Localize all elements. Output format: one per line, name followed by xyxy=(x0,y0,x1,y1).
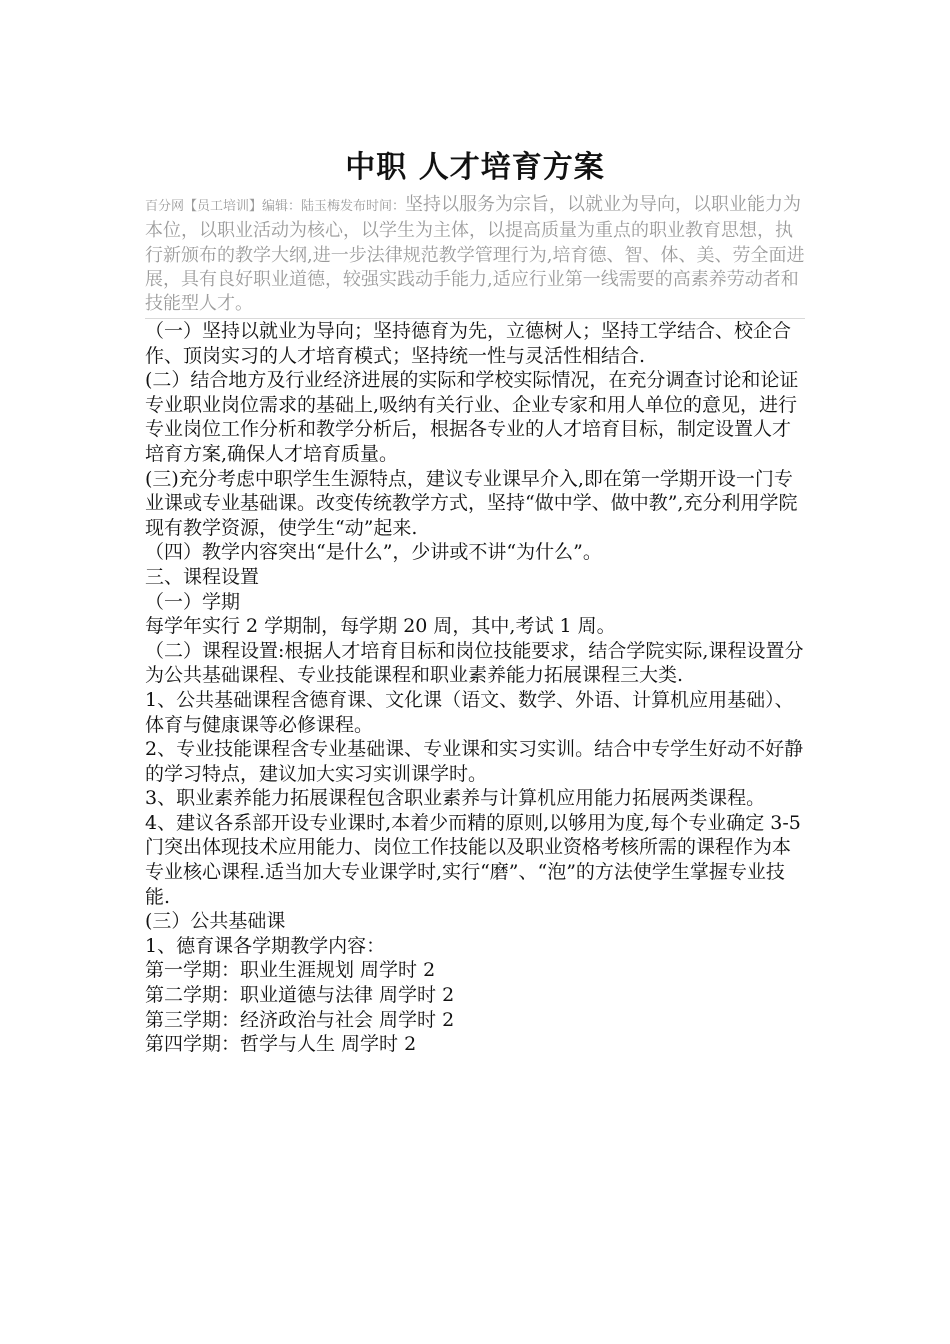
paragraph: （一）坚持以就业为导向；坚持德育为先，立德树人；坚持工学结合、校企合作、顶岗实习的人才培育模式；坚持统一性与灵活性相结合. xyxy=(145,320,792,367)
paragraph: 3、职业素养能力拓展课程包含职业素养与计算机应用能力拓展两类课程。 xyxy=(145,787,766,810)
document-body xyxy=(145,319,805,1057)
paragraph: (二）结合地方及行业经济进展的实际和学校实际情况，在充分调查讨论和论证专业职业岗位需求的基础上,吸纳有关行业、企业专家和用人单位的意见，进行专业岗位工作分析和教学分析后，根据各专业的人才培育目标，制定设置人才培育方案,确保人才培育质量。 xyxy=(145,369,799,465)
paragraph: 体育与健康课等必修课程。 xyxy=(145,713,374,736)
section-heading: 三、课程设置 xyxy=(145,565,260,588)
intro-block xyxy=(145,193,810,316)
paragraph: 1、公共基础课程含德育课、文化课（语文、数学、外语、计算机应用基础）、 xyxy=(145,688,794,711)
subsection-heading: (三）公共基础课 xyxy=(145,910,286,933)
paragraph: （四）教学内容突出“是什么”，少讲或不讲“为什么”。 xyxy=(145,541,602,564)
schedule-line: 第四学期：哲学与人生 周学时 2 xyxy=(145,1033,417,1056)
intro-text: 坚持以服务为宗旨，以就业为导向，以职业能力为本位，以职业活动为核心，以学生为主体，以提高质量为重点的职业教育思想，执行新颁布的教学大纲,进一步法律规范教学管理行为,培育德、智、体、美、劳全面进展，具有良好职业道德，较强实践动手能力,适应行业第一线需要的高素养劳动者和技能型人才。 xyxy=(145,194,805,315)
paragraph: 每学年实行 2 学期制，每学期 20 周，其中,考试 1 周。 xyxy=(145,615,616,638)
paragraph: 2、专业技能课程含专业基础课、专业课和实习实训。结合中专学生好动不好静的学习特点，建议加大实习实训课学时。 xyxy=(145,738,804,785)
paragraph: 1、德育课各学期教学内容： xyxy=(145,934,386,957)
intro-meta: 百分网【员工培训】编辑：陆玉梅发布时间： xyxy=(145,199,406,214)
schedule-line: 第二学期：职业道德与法律 周学时 2 xyxy=(145,984,455,1007)
paragraph: （二）课程设置:根据人才培育目标和岗位技能要求，结合学院实际,课程设置分为公共基础课程、专业技能课程和职业素养能力拓展课程三大类. xyxy=(145,639,804,687)
paragraph: 4、建议各系部开设专业课时,本着少而精的原则,以够用为度,每个专业确定 3-5 门突出体现技术应用能力、岗位工作技能以及职业资格考核所需的课程作为本专业核心课程.适当加大专业课学时,实行“磨”、“泡”的方法使学生掌握专业技能. xyxy=(145,811,801,908)
document-title: 中职 人才培育方案 xyxy=(345,150,605,185)
schedule-line: 第三学期：经济政治与社会 周学时 2 xyxy=(145,1008,455,1031)
schedule-line: 第一学期：职业生涯规划 周学时 2 xyxy=(145,959,436,982)
subsection-heading: （一）学期 xyxy=(145,590,241,613)
paragraph: (三)充分考虑中职学生生源特点，建议专业课早介入,即在第一学期开设一门专业课或专业基础课。改变传统教学方式，坚持“做中学、做中教”,充分利用学院现有教学资源，使学生“动”起来. xyxy=(145,467,798,539)
